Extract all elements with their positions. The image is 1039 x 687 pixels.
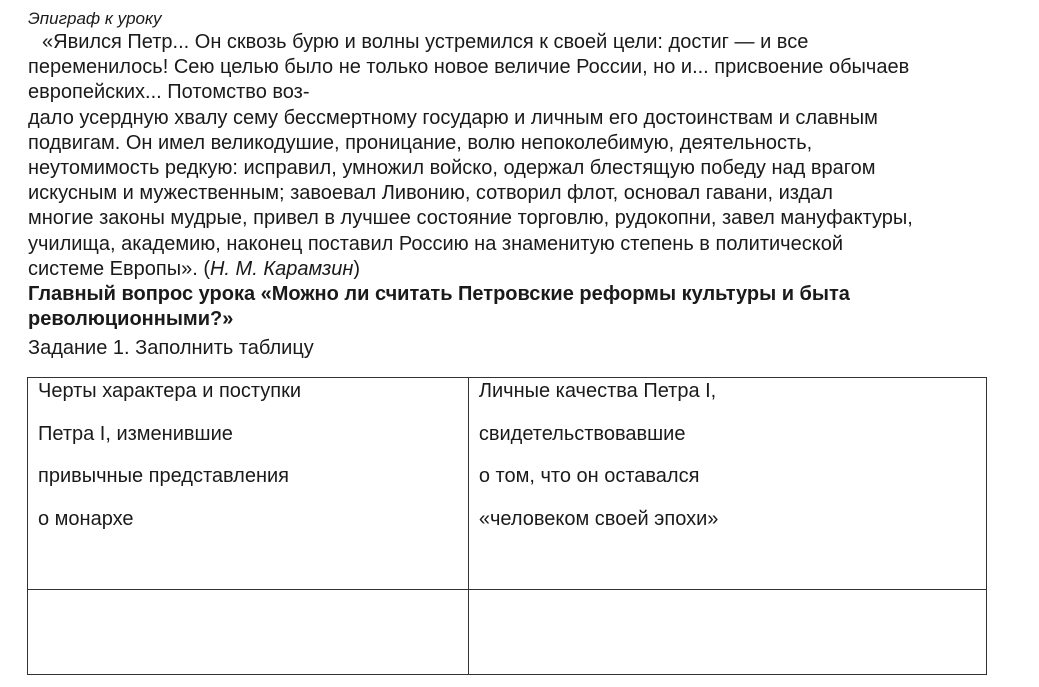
left-header-line: привычные представления xyxy=(38,465,290,487)
document-page xyxy=(28,8,1028,362)
quote-line: дало усердную хвалу сему бессмертному государю и личным его достоинствам и славным xyxy=(28,106,878,129)
right-header-line: Личные качества Петра I, xyxy=(478,380,717,402)
quote-line: неутомимость редкую: исправил, умножил войско, одержал блестящую победу над врагом xyxy=(28,157,876,180)
epigraph-title: Эпиграф к уроку xyxy=(28,9,162,28)
quote-line: переменилось! Сею целью было не только новое величие России, но и... присвоение обычаев xyxy=(28,56,910,79)
quote-line: искусным и мужественным; завоевал Ливонию, сотворил флот, основал гавани, издал xyxy=(28,182,833,205)
table-answer-row xyxy=(28,590,987,675)
quote-author: Н. М. Карамзин xyxy=(209,257,354,280)
quote-line: многие законы мудрые, привел в лучшее состояние торговлю, рудокопни, завел мануфактуры, xyxy=(28,207,913,230)
table-cell-right-header xyxy=(468,378,986,590)
quote-line: подвигам. Он имел великодушие, проницание, волю непоколебимую, деятельность, xyxy=(28,131,813,154)
right-header-line: свидетельствовавшие xyxy=(478,422,686,445)
right-header-line: о том, что он оставался xyxy=(478,465,700,487)
quote-author-close: ) xyxy=(353,257,361,280)
task-label: Задание 1. Заполнить таблицу xyxy=(28,337,314,360)
epigraph-quote xyxy=(28,30,1028,282)
quote-line: училища, академию, наконец поставил Россию на знаменитую степень в политической xyxy=(28,232,843,255)
left-header-line: Петра I, изменившие xyxy=(38,422,233,445)
main-question-line-1: Главный вопрос урока «Можно ли считать Петровские реформы культуры и быта xyxy=(28,283,850,306)
quote-line: «Явился Петр... Он сквозь бурю и волны устремился к своей цели: достиг — и все xyxy=(42,31,809,53)
quote-last-text: системе Европы». ( xyxy=(28,257,210,280)
table-header-row xyxy=(28,378,987,590)
task-table xyxy=(27,377,987,675)
quote-last-line xyxy=(28,257,1028,282)
table-cell-left-answer[interactable] xyxy=(28,590,469,675)
right-header-line: «человеком своей эпохи» xyxy=(478,507,719,530)
quote-line: европейских... Потомство воз- xyxy=(28,81,310,104)
left-header-line: о монархе xyxy=(38,507,134,530)
table-cell-right-answer[interactable] xyxy=(468,590,986,675)
main-question-line-2: революционными?» xyxy=(28,308,234,331)
left-header-line: Черты характера и поступки xyxy=(38,380,302,402)
table-cell-left-header xyxy=(28,378,469,590)
